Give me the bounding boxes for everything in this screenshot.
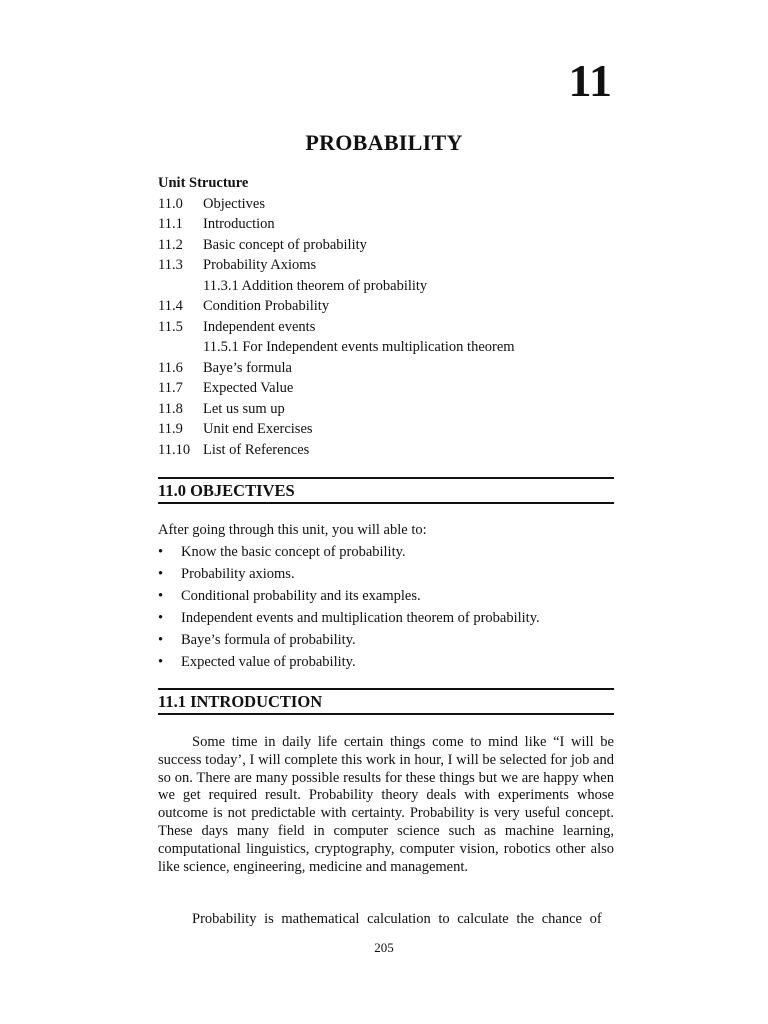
toc-item-number: 11.7 [158,380,183,396]
chapter-number: 11 [568,55,612,106]
toc-item-label: Unit end Exercises [203,421,313,437]
toc-item-number: 11.6 [158,359,183,376]
toc-item-label: Let us sum up [203,400,285,417]
toc-item-label: Condition Probability [203,298,330,314]
toc-item [158,317,614,338]
objectives-section [158,520,614,673]
bullet-icon: • [158,654,164,670]
objective-text: Know the basic concept of probability. [181,544,406,560]
toc-item-label: Independent events [203,318,316,335]
introduction-paragraph: Probability is mathematical calculation to calculate the chance of [192,911,602,927]
objectives-heading: 11.0 OBJECTIVES [158,477,614,504]
toc-item [158,337,614,358]
toc-item [158,235,614,256]
bullet-icon: • [158,566,164,582]
unit-structure [158,173,614,460]
introduction-paragraph: Some time in daily life certain things come to mind like “I will be success today’, I will complete this work in hour, I will be selected for job and so on. There are many possible results for these things but we are happy when we get required result. Probability theory deals with experiments whose outcome is not predictable with certainty. Probability is very useful concept. These days many field in computer science such as machine learning, computational linguistics, cryptography, computer vision, robotics other also like science, engineering, medicine and management. [158,734,614,875]
page-number: 205 [374,940,394,955]
toc-item-number: 11.10 [158,441,191,458]
toc-item-number: 11.8 [158,400,183,417]
toc-item [158,276,614,297]
toc-item [158,358,614,379]
toc-item [158,419,614,440]
toc-item-number: 11.3 [158,257,183,273]
toc-item-label: 11.5.1 For Independent events multiplication theorem [203,339,515,355]
toc-item-number: 11.2 [158,236,183,253]
toc-item-number: 11.5 [158,318,183,335]
objective-item [158,651,614,673]
objectives-intro: After going through this unit, you will able to: [158,522,427,538]
toc-item [158,296,614,317]
unit-structure-list [158,194,614,461]
toc-item-number: 11.0 [158,195,183,212]
toc-item [158,399,614,420]
toc-item-label: Expected Value [203,380,294,396]
toc-item-label: List of References [203,441,310,458]
bullet-icon: • [158,588,164,604]
toc-item-label: Introduction [203,216,275,232]
objective-item [158,541,614,563]
objective-item [158,563,614,585]
toc-item-number: 11.1 [158,216,183,232]
objective-item [158,629,614,651]
toc-item-label: Probability Axioms [203,257,317,273]
objective-text: Independent events and multiplication theorem of probability. [181,610,540,626]
bullet-icon: • [158,610,164,626]
objective-text: Conditional probability and its examples. [181,588,421,604]
objective-item [158,585,614,607]
objective-text: Expected value of probability. [181,654,356,670]
objectives-list [158,541,614,673]
toc-item-number: 11.9 [158,421,183,437]
objective-text: Probability axioms. [181,566,295,582]
toc-item-label: Basic concept of probability [203,236,367,253]
objective-item [158,607,614,629]
toc-item-number: 11.4 [158,298,183,314]
toc-item [158,194,614,215]
objective-text: Baye’s formula of probability. [181,632,356,648]
toc-item-label: Objectives [203,195,266,212]
bullet-icon: • [158,544,164,560]
toc-item-label: 11.3.1 Addition theorem of probability [203,277,428,294]
introduction-heading: 11.1 INTRODUCTION [158,688,614,715]
unit-structure-heading: Unit Structure [158,175,249,191]
toc-item [158,214,614,235]
toc-item [158,255,614,276]
bullet-icon: • [158,632,164,648]
chapter-title: PROBABILITY [305,130,463,155]
toc-item [158,440,614,461]
toc-item [158,378,614,399]
toc-item-label: Baye’s formula [203,359,292,376]
